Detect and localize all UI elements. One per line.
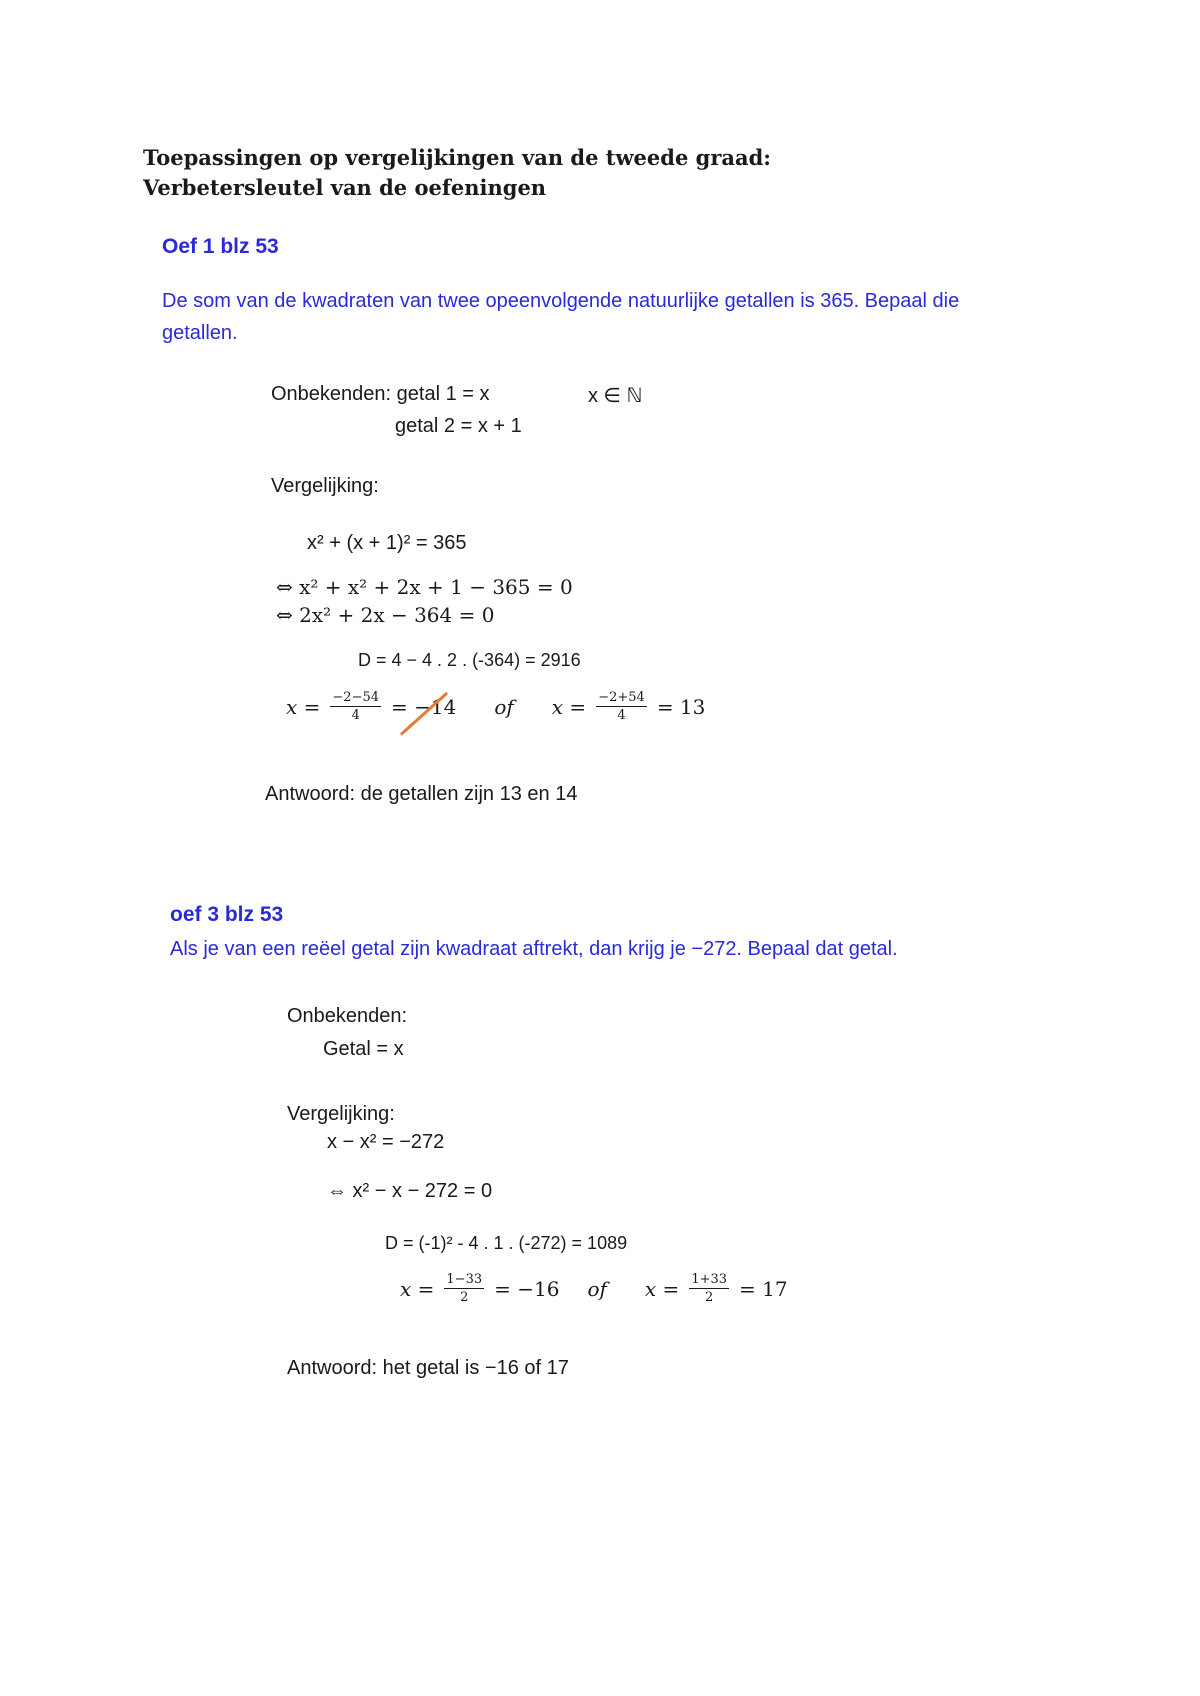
- ex3-solutions: [400, 1272, 788, 1305]
- ex1-domain: x ∈ ℕ: [588, 385, 643, 407]
- ex1-equation-label: Vergelijking:: [271, 475, 379, 497]
- ex1-question-line2: getallen.: [162, 322, 238, 344]
- ex1-answer: Antwoord: de getallen zijn 13 en 14: [265, 783, 578, 805]
- ex3-heading: oef 3 blz 53: [170, 903, 284, 926]
- ex1-unknowns-2: getal 2 = x + 1: [395, 415, 522, 437]
- ex1-unknowns-1: Onbekenden: getal 1 = x: [271, 383, 490, 405]
- ex1-sol1-x: x =: [286, 694, 321, 719]
- page-title-line2: Verbetersleutel van de oefeningen: [143, 175, 547, 200]
- ex1-solutions: [286, 690, 705, 723]
- ex1-sol2-numerator: −2+54: [598, 690, 645, 705]
- ex3-sol1-denominator: 2: [460, 1290, 469, 1305]
- ex3-sol2-x: x =: [644, 1276, 680, 1301]
- ex1-sol1-numerator: −2−54: [332, 690, 380, 705]
- ex3-sol2-denominator: 2: [705, 1290, 714, 1305]
- ex1-or: of: [494, 694, 514, 719]
- ex3-question: Als je van een reëel getal zijn kwadraat aftrekt, dan krijg je −272. Bepaal dat getal.: [170, 938, 898, 960]
- page-title-line1: Toepassingen op vergelijkingen van de tweede graad:: [143, 145, 772, 170]
- ex1-step2: ⇔ 2x² + 2x − 364 = 0: [276, 603, 495, 627]
- ex1-sol2-result: = 13: [656, 694, 706, 719]
- ex3-equation-label: Vergelijking:: [287, 1103, 395, 1125]
- ex3-unknown: Getal = x: [323, 1038, 404, 1060]
- ex3-sol2-numerator: 1+33: [691, 1272, 728, 1287]
- ex3-discriminant: D = (-1)² - 4 . 1 . (-272) = 1089: [385, 1233, 628, 1253]
- ex1-sol2-fraction: [596, 690, 647, 723]
- ex1-sol2-x: x =: [551, 694, 587, 719]
- ex3-unknowns-label: Onbekenden:: [287, 1005, 408, 1027]
- ex1-sol1-fraction: [330, 690, 381, 723]
- ex1-step1: ⇔ x² + x² + 2x + 1 − 365 = 0: [276, 575, 573, 599]
- ex3-sol1-fraction: [444, 1272, 484, 1305]
- ex3-or: of: [587, 1276, 607, 1301]
- ex3-answer: Antwoord: het getal is −16 of 17: [287, 1357, 569, 1379]
- ex3-step1: ⇔ x² − x − 272 = 0: [327, 1180, 493, 1202]
- ex1-sol1-result: = −14: [391, 694, 457, 719]
- ex3-sol1-x: x =: [400, 1276, 435, 1301]
- ex1-question-line1: De som van de kwadraten van twee opeenvolgende natuurlijke getallen is 365. Bepaal die: [162, 290, 960, 312]
- ex1-sol2-denominator: 4: [617, 708, 626, 723]
- ex3-sol2-result: = 17: [739, 1276, 788, 1301]
- ex1-equation: x² + (x + 1)² = 365: [307, 532, 467, 554]
- ex1-discriminant: D = 4 − 4 . 2 . (-364) = 2916: [358, 650, 581, 670]
- ex1-sol1-denominator: 4: [351, 708, 360, 723]
- ex1-heading: Oef 1 blz 53: [162, 235, 279, 258]
- ex3-sol2-fraction: [689, 1272, 729, 1305]
- ex3-equation: x − x² = −272: [327, 1131, 445, 1153]
- ex3-sol1-result: = −16: [494, 1276, 560, 1301]
- ex3-sol1-numerator: 1−33: [446, 1272, 483, 1287]
